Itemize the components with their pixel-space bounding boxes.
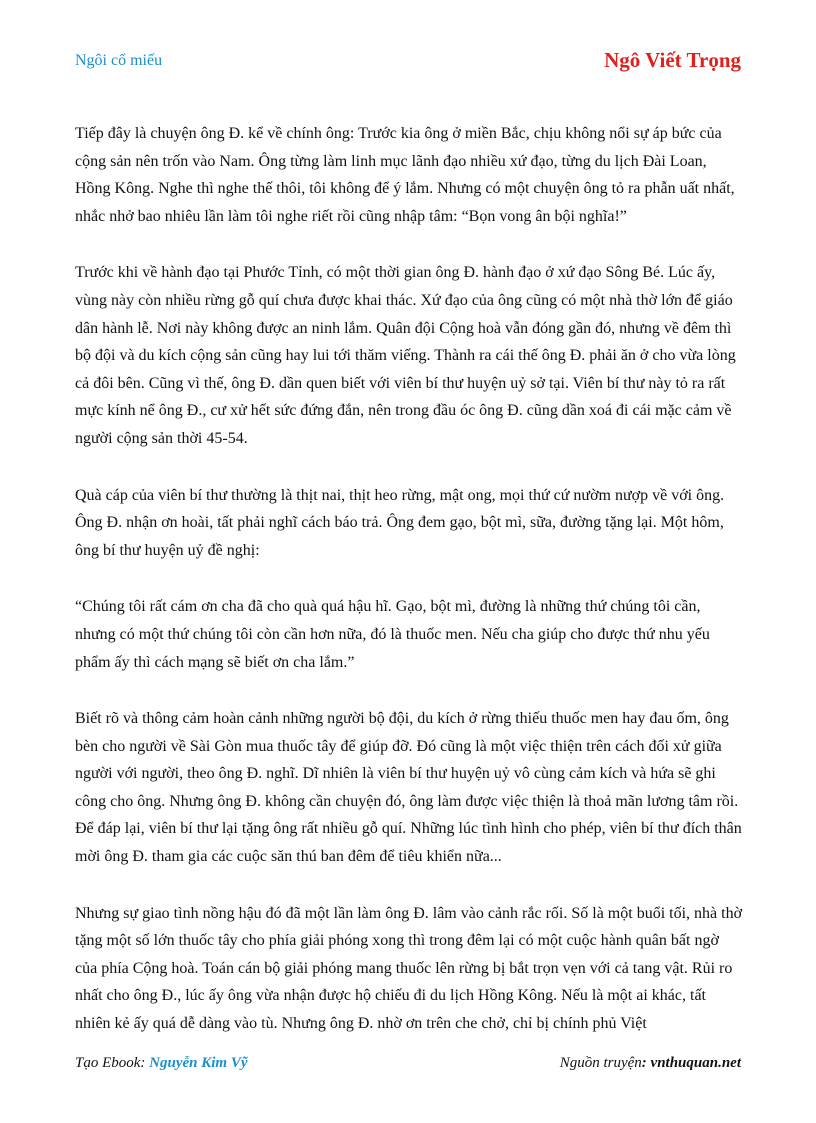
paragraph-5: Biết rõ và thông cảm hoàn cảnh những người bộ đội, du kích ở rừng thiếu thuốc men hay đau ốm, ông bèn cho người về Sài Gòn mua thuốc tây để giúp đỡ. Đó cũng là một việc thiện trên cách đối xử giữa người với người, theo ông Đ. nghĩ. Dĩ nhiên là viên bí thư huyện uỷ vô cùng cảm kích và hứa sẽ ghi công cho ông. Nhưng ông Đ. không cần chuyện đó, ông làm được việc thiện là thoả mãn lương tâm rồi. Để đáp lại, viên bí thư lại tặng ông rất nhiều gỗ quí. Những lúc tình hình cho phép, viên bí thư đích thân mời ông Đ. tham gia các cuộc săn thú ban đêm để tiêu khiển nữa... bbox=[75, 710, 742, 866]
author-name: Ngô Viết Trọng bbox=[604, 48, 741, 72]
paragraph-3: Quà cáp của viên bí thư thường là thịt nai, thịt heo rừng, mật ong, mọi thứ cứ nườm nượp về với ông. Ông Đ. nhận ơn hoài, tất phải nghĩ cách báo trả. Ông đem gạo, bột mì, sữa, đường tặng lại. Một hôm, ông bí thư huyện uỷ đề nghị: bbox=[75, 486, 725, 559]
footer-source-credit bbox=[560, 1055, 741, 1072]
ebook-label: Tạo Ebook bbox=[75, 1055, 141, 1071]
page-body bbox=[75, 120, 745, 1067]
source-separator: : bbox=[641, 1055, 651, 1071]
paragraph-2: Trước khi về hành đạo tại Phước Tỉnh, có một thời gian ông Đ. hành đạo ở xứ đạo Sông Bé. Lúc ấy, vùng này còn nhiều rừng gỗ quí chưa được khai thác. Xứ đạo của ông cũng có một nhà thờ lớn để giáo dân hành lễ. Nơi này không được an ninh lắm. Quân đội Cộng hoà vẫn đóng gần đó, nhưng về đêm thì bộ đội và du kích cộng sản cũng hay lui tới thăm viếng. Thành ra cái thế ông Đ. phải ăn ở cho vừa lòng cả đôi bên. Cũng vì thế, ông Đ. dần quen biết với viên bí thư huyện uỷ sở tại. Viên bí thư này tỏ ra rất mực kính nể ông Đ., cư xử hết sức đứng đắn, nên trong đầu óc ông Đ. cũng dần xoá đi cái mặc cảm về người cộng sản thời 45-54. bbox=[75, 264, 736, 447]
footer-ebook-credit bbox=[75, 1055, 248, 1072]
paragraph-4: “Chúng tôi rất cám ơn cha đã cho quà quá hậu hĩ. Gạo, bột mì, đường là những thứ chúng tôi cần, nhưng có một thứ chúng tôi còn cần hơn nữa, đó là thuốc men. Nếu cha giúp cho được thứ nhu yếu phẩm ấy thì cách mạng sẽ biết ơn cha lắm.” bbox=[75, 598, 710, 671]
ebook-separator: : bbox=[140, 1055, 150, 1071]
source-site: vnthuquan.net bbox=[650, 1055, 741, 1071]
book-title: Ngôi cổ miếu bbox=[75, 52, 163, 69]
ebook-creator-name: Nguyễn Kim Vỹ bbox=[149, 1055, 248, 1071]
paragraph-1: Tiếp đây là chuyện ông Đ. kể về chính ông: Trước kia ông ở miền Bắc, chịu không nổi sự áp bức của cộng sản nên trốn vào Nam. Ông từng làm linh mục lãnh đạo nhiều xứ đạo, từng du lịch Đài Loan, Hồng Kông. Nghe thì nghe thế thôi, tôi không để ý lắm. Nhưng có một chuyện ông tỏ ra phẫn uất nhất, nhắc nhở bao nhiêu lần làm tôi nghe riết rồi cũng nhập tâm: “Bọn vong ân bội nghĩa!” bbox=[75, 125, 735, 225]
paragraph-6: Nhưng sự giao tình nồng hậu đó đã một lần làm ông Đ. lâm vào cảnh rắc rối. Số là một buổi tối, nhà thờ tặng một số lớn thuốc tây cho phía giải phóng xong thì trong đêm lại có một cuộc hành quân bất ngờ của phía Cộng hoà. Toán cán bộ giải phóng mang thuốc lên rừng bị bắt trọn vẹn với cả tang vật. Rủi ro nhất cho ông Đ., lúc ấy ông vừa nhận được hộ chiếu đi du lịch Hồng Kông. Nếu là một ai khác, tất nhiên kẻ ấy quá dễ dàng vào tù. Nhưng ông Đ. nhờ ơn trên che chở, chỉ bị chính phủ Việt bbox=[75, 904, 743, 1033]
source-label: Nguồn truyện bbox=[559, 1055, 642, 1071]
